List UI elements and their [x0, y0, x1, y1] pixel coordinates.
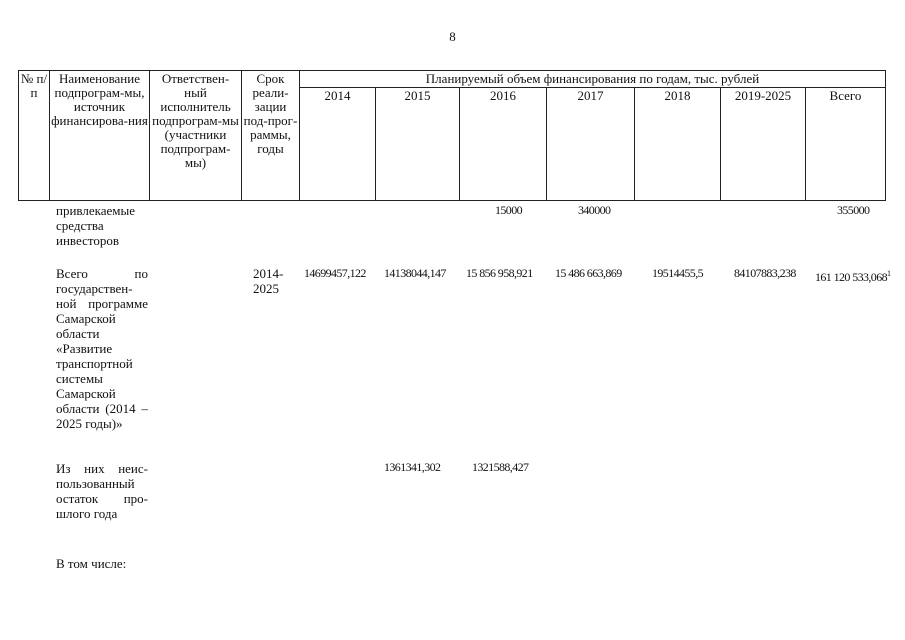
cell-2017: 15 486 663,869: [555, 266, 622, 280]
cell-2014: 14699457,122: [304, 266, 366, 280]
cell-2019-2025: 84107883,238: [734, 266, 796, 280]
header-year: 2017: [547, 88, 635, 201]
page-number: 8: [449, 29, 456, 44]
header-year: 2018: [635, 88, 721, 201]
header-responsible: Ответствен-ный исполнитель подпрограм-мы (участники подпрограм-мы): [150, 71, 242, 201]
cell-2015: 14138044,147: [384, 266, 446, 280]
header-year: 2019-2025: [721, 88, 806, 201]
header-no: № п/п: [19, 71, 50, 201]
footer-text: В том числе:: [56, 556, 127, 571]
header-year: 2015: [376, 88, 460, 201]
header-year: 2016: [460, 88, 547, 201]
cell-2017: 340000: [578, 203, 611, 217]
cell-2015: 1361341,302: [384, 460, 441, 474]
row-label-investors: привлекаемые средства инвесторов: [56, 203, 136, 248]
header-name: Наименование подпрограм-мы, источник финансирова-ния: [50, 71, 150, 201]
header-funding: Планируемый объем финансирования по годам, тыс. рублей: [300, 71, 886, 88]
header-year: 2014: [300, 88, 376, 201]
cell-total: 161 120 533,068$^1$: [815, 269, 891, 284]
row-label-unused-balance: Из них неис-пользованный остаток про-шлого года: [56, 461, 148, 521]
cell-total: 355000: [837, 203, 870, 217]
cell-2018: 19514455,5: [652, 266, 704, 280]
row-label-total-program: Всего по государствен-ной программе Самарской области «Развитие транспортной системы Самарской области (2014 – 2025 годы)»: [56, 266, 148, 431]
header-term: Срок реали-зации под-прог-раммы, годы: [242, 71, 300, 201]
table-header: [18, 70, 886, 201]
cell-2016: 1321588,427: [472, 460, 529, 474]
header-total: Всего: [806, 88, 886, 201]
cell-2016: 15000: [495, 203, 523, 217]
cell-2016: 15 856 958,921: [466, 266, 533, 280]
footnote-mark: 1: [887, 269, 891, 278]
row-term: 2014-2025: [253, 266, 284, 296]
